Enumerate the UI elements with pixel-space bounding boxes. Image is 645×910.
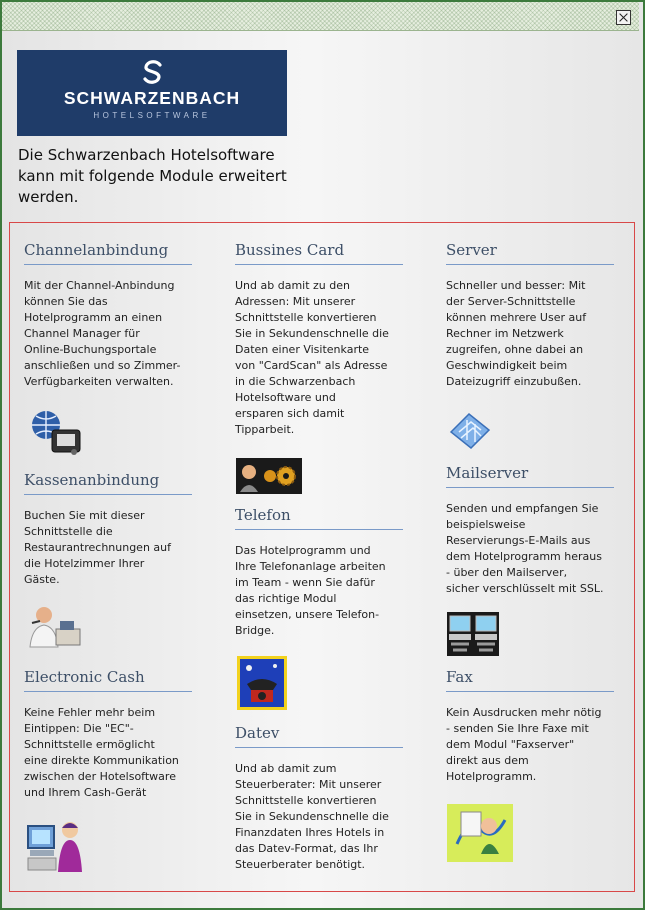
title-bar <box>2 2 639 31</box>
section-text: Senden und empfangen Sie beispielsweise Reservierungs-E-Mails aus dem Hotelprogramm heraus - über den Mailserver, sicher verschlüsselt mit SSL. <box>446 502 604 595</box>
section-mailserver <box>446 464 614 597</box>
fax-icon <box>447 804 513 862</box>
computers-mail-icon <box>447 612 499 656</box>
section-title: Bussines Card <box>235 241 403 265</box>
close-icon[interactable] <box>616 10 631 25</box>
section-text: Mit der Channel-Anbindung können Sie das Hotelprogramm an einen Channel Manager für Online-Buchungsportale anschließen und so Zimmer- Verfügbarkeiten verwalten. <box>24 279 181 388</box>
section-bussines-card <box>235 241 403 438</box>
globe-computer-icon <box>26 408 84 458</box>
person-computer-icon <box>26 818 84 874</box>
section-channelanbindung <box>24 241 192 390</box>
section-text: Schneller und besser: Mit der Server-Schnittstelle können mehrere User auf Rechner im Netzwerk zugreifen, ohne dabei an Geschwindigkeit beim Dateizugriff einzubußen. <box>446 279 587 388</box>
schwarzenbach-logo <box>17 50 287 136</box>
section-title: Fax <box>446 668 614 692</box>
section-title: Server <box>446 241 614 265</box>
section-datev <box>235 724 403 873</box>
section-title: Channelanbindung <box>24 241 192 265</box>
logo-swirl-icon <box>138 57 168 87</box>
intro-text: Die Schwarzenbach Hotelsoftware kann mit folgende Module erweitert werden. <box>18 146 287 206</box>
section-title: Electronic Cash <box>24 668 192 692</box>
section-title: Datev <box>235 724 403 748</box>
section-text: Und ab damit zu den Adressen: Mit unserer Schnittstelle konvertieren Sie in Sekundenschnelle die Daten einer Visitenkarte von "CardScan" als Adresse in die Schwarzenbach Hotelsoftware und ersparen sich damit Tipparbeit. <box>235 279 389 436</box>
section-text: Kein Ausdrucken mehr nötig - senden Sie Ihre Faxe mit dem Modul "Faxserver" direkt aus dem Hotelprogramm. <box>446 706 602 783</box>
cardscan-icon <box>236 458 302 494</box>
logo-name: SCHWARZENBACH <box>63 88 241 108</box>
section-telefon <box>235 506 403 639</box>
section-title: Kassenanbindung <box>24 471 192 495</box>
section-text: Buchen Sie mit dieser Schnittstelle die Restaurantrechnungen auf die Hotelzimmer Ihrer Gäste. <box>24 509 172 586</box>
section-text: Das Hotelprogramm und Ihre Telefonanlage arbeiten im Team - wenn Sie dafür das richtige Modul einsetzen, unsere Telefon- Bridge. <box>235 544 386 637</box>
section-text: Keine Fehler mehr beim Eintippen: Die "EC"- Schnittstelle ermöglicht eine direkte Kommunikation zwischen der Hotelsoftware und Ihrem Cash-Gerät <box>24 706 179 799</box>
section-title: Mailserver <box>446 464 614 488</box>
section-text: Und ab damit zum Steuerberater: Mit unserer Schnittstelle konvertieren Sie in Sekundenschnelle die Finanzdaten Ihres Hotels in das Datev-Format, das Ihr Steuerberater benötigt. <box>235 762 389 871</box>
section-electronic-cash <box>24 668 192 801</box>
section-kassenanbindung <box>24 471 192 588</box>
section-server <box>446 241 614 390</box>
telephone-icon <box>237 656 287 710</box>
logo-subtitle: HOTELSOFTWARE <box>93 111 211 120</box>
network-server-icon <box>447 410 493 450</box>
section-fax <box>446 668 614 785</box>
cashier-icon <box>26 603 84 651</box>
section-title: Telefon <box>235 506 403 530</box>
